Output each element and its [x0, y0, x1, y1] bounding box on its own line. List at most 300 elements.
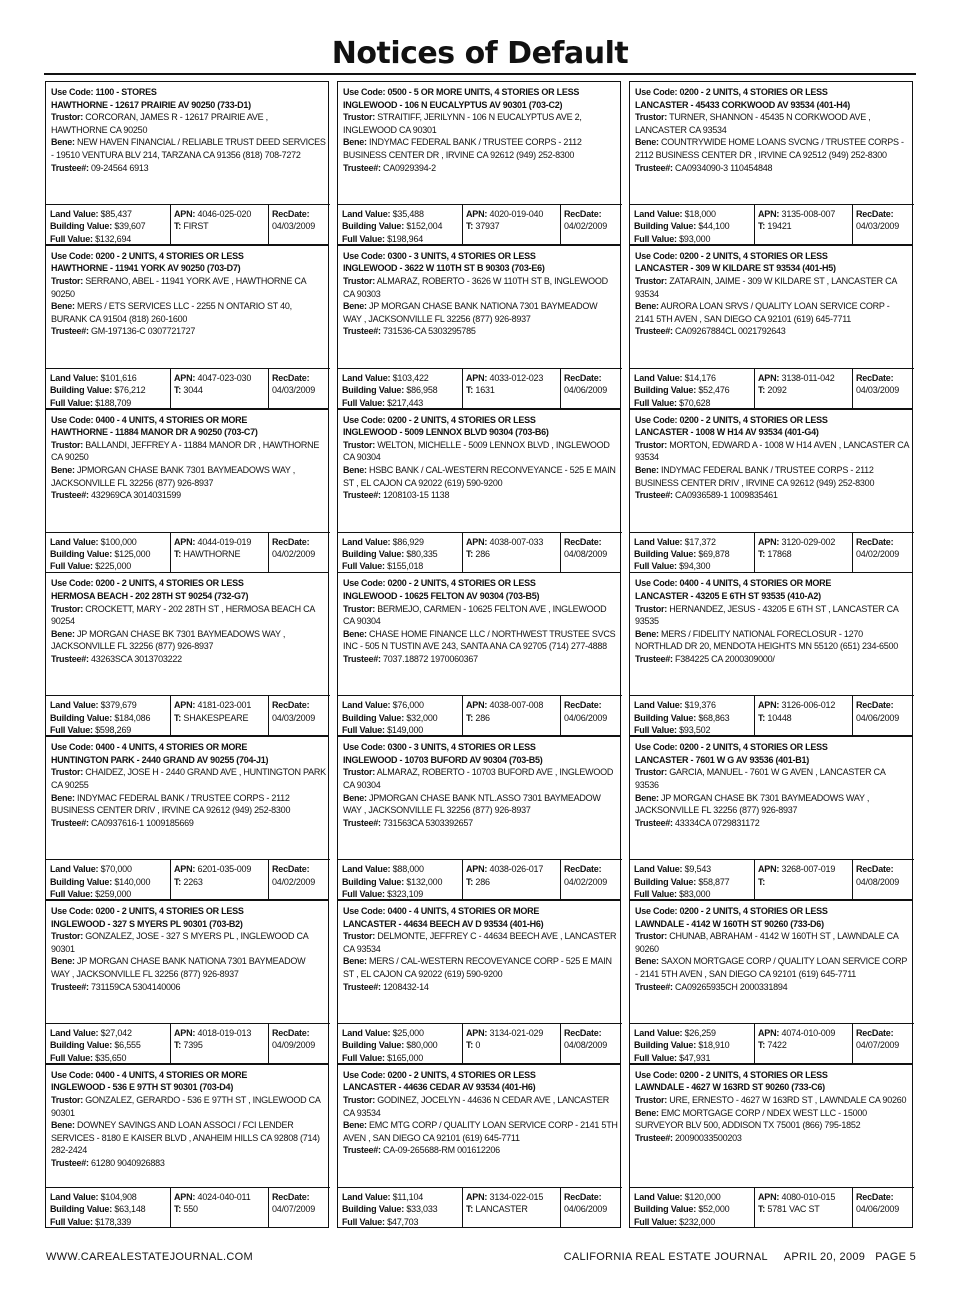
recdate-label: RecDate:: [564, 700, 602, 711]
notice-body: [338, 1065, 622, 1187]
apn-label: APN:: [466, 1028, 488, 1038]
apn-value: 3120-029-002: [781, 536, 836, 547]
full-value-value: $217,443: [387, 397, 424, 408]
apn-value: 3134-022-015: [489, 1191, 544, 1202]
trustor: [635, 930, 910, 955]
tract: [758, 712, 852, 724]
apn-label: APN:: [466, 864, 488, 875]
building-value: [634, 1203, 754, 1215]
land-value-label: Land Value:: [342, 209, 391, 219]
trustee-number-value: 61280 9040926883: [91, 1157, 165, 1168]
trustor-label: Trustor:: [51, 603, 84, 614]
recdate-label: RecDate:: [856, 1191, 894, 1202]
notice-record: [629, 900, 913, 1064]
apn: [758, 699, 852, 711]
building-value-label: Building Value:: [634, 549, 697, 559]
value-table: [630, 1187, 914, 1228]
trustor-value: HERNANDEZ, JESUS - 43205 E 6TH ST , LANCASTER CA 93535: [635, 603, 899, 627]
trustor-label: Trustor:: [51, 275, 84, 286]
tract-label: T:: [466, 1040, 474, 1051]
property-address: LANCASTER - 44636 CEDAR AV 93534 (401-H6): [343, 1082, 536, 1093]
tract-value: 550: [183, 1204, 198, 1215]
property-address: INGLEWOOD - 3622 W 110TH ST B 90303 (703-E6): [343, 263, 545, 274]
beneficiary-value: MERS / ETS SERVICES LLC - 2255 N ONTARIO ST 40, BURANK CA 91504 (818) 260-1600: [51, 301, 292, 324]
trustor-label: Trustor:: [343, 931, 376, 942]
beneficiary-value: NEW HAVEN FINANCIAL / RELIABLE TRUST DEED SERVICES - 19510 VENTURA BLV 214, TARZANA CA 91356 (818) 708-7272: [51, 137, 326, 160]
property-address: INGLEWOOD - 5009 LENNOX BLVD 90304 (703-B6): [343, 427, 549, 438]
notice-body: [338, 410, 622, 532]
use-code: Use Code: 0200 - 2 UNITS, 4 STORIES OR LESS: [635, 414, 828, 425]
notice-body: [338, 82, 622, 204]
use-code: Use Code: 0400 - 4 UNITS, 4 STORIES OR MORE: [51, 1069, 248, 1080]
building-value-label: Building Value:: [342, 385, 405, 396]
beneficiary-value: JPMORGAN CHASE BANK NTL.ASSO 7301 BAYMEADOW WAY , JACKSONVILLE FL 32256 (877) 926-8937: [343, 792, 601, 816]
tract-label: T:: [174, 549, 182, 559]
tract: [758, 384, 852, 396]
trustee-number-value: 20090033500203: [675, 1132, 742, 1143]
land-value-label: Land Value:: [342, 864, 391, 875]
trustee-number: [343, 1144, 618, 1157]
apn-label: APN:: [466, 700, 488, 711]
recdate-value: 04/06/2009: [856, 712, 900, 723]
beneficiary-value: JP MORGAN CHASE BANK NATIONA 7301 BAYMEADOW WAY , JACKSONVILLE FL 32256 (877) 926-8937: [343, 301, 598, 324]
use-code: Use Code: 0400 - 4 UNITS, 4 STORIES OR MORE: [51, 414, 248, 425]
value-cell: [46, 1188, 171, 1228]
apn-cell: [755, 860, 853, 900]
trustee-number-value: 43334CA 0729831172: [675, 817, 760, 828]
full-value-value: $83,000: [679, 889, 711, 899]
full-value: [50, 724, 170, 736]
apn: [466, 1027, 560, 1039]
beneficiary-label: Bene:: [635, 464, 659, 475]
apn-value: 3268-007-019: [781, 864, 836, 875]
beneficiary-label: Bene:: [51, 1120, 75, 1131]
apn: [466, 208, 560, 220]
trustee-number-label: Trustee#:: [635, 1132, 673, 1143]
value-table: [46, 1023, 330, 1064]
trustor-label: Trustor:: [635, 767, 668, 778]
building-value-label: Building Value:: [634, 876, 697, 887]
full-value-label: Full Value:: [342, 561, 385, 572]
recdate-label: RecDate:: [564, 864, 602, 875]
building-value-label: Building Value:: [634, 1040, 697, 1051]
trustor-label: Trustor:: [343, 112, 376, 123]
recdate-cell: [269, 369, 329, 409]
land-value: [50, 699, 170, 711]
notice-body: [630, 246, 914, 368]
tract-label: T:: [466, 876, 474, 887]
recdate-label: RecDate:: [564, 1028, 602, 1038]
property-address: LANCASTER - 44634 BEECH AV D 93534 (401-H6): [343, 918, 544, 929]
apn-label: APN:: [466, 536, 488, 547]
tract-label: T:: [758, 1204, 766, 1215]
land-value-label: Land Value:: [342, 536, 391, 547]
full-value-value: $93,502: [679, 725, 711, 736]
use-code: Use Code: 0300 - 3 UNITS, 4 STORIES OR LESS: [343, 250, 536, 261]
tract-value: 286: [475, 712, 490, 723]
full-value: [342, 1216, 462, 1228]
trustee-number-label: Trustee#:: [635, 326, 673, 337]
apn-label: APN:: [758, 700, 780, 711]
notice-body: [630, 82, 914, 204]
trustor: [51, 439, 326, 464]
trustor-label: Trustor:: [51, 931, 84, 942]
tract-value: 2263: [183, 876, 203, 887]
notice-record: [45, 1064, 329, 1228]
recdate-label: RecDate:: [272, 1191, 310, 1202]
recdate-cell: [269, 1024, 329, 1064]
building-value-value: $33,033: [406, 1204, 438, 1215]
apn-value: 4018-019-013: [197, 1028, 252, 1038]
beneficiary-label: Bene:: [635, 137, 659, 148]
trustor: [635, 111, 910, 136]
trustor: [343, 111, 618, 136]
building-value-value: $68,863: [698, 712, 730, 723]
tract-value: 286: [475, 549, 490, 559]
tract-label: T:: [466, 221, 474, 232]
land-value-value: $120,000: [684, 1191, 721, 1202]
apn-label: APN:: [174, 1028, 196, 1038]
apn-value: 4044-019-019: [197, 536, 252, 547]
trustor-label: Trustor:: [635, 931, 668, 942]
full-value: [342, 1052, 462, 1064]
building-value: [634, 220, 754, 232]
trustor-value: TURNER, SHANNON - 45435 N CORKWOOD AVE , LANCASTER CA 93534: [635, 112, 871, 135]
property-address: HERMOSA BEACH - 202 28TH ST 90254 (732-G7): [51, 590, 249, 601]
apn-label: APN:: [174, 864, 196, 875]
land-value-value: $27,042: [100, 1028, 132, 1038]
building-value-value: $80,335: [406, 549, 438, 559]
property-address: LANCASTER - 1008 W H14 AV 93534 (401-G4): [635, 427, 819, 438]
trustee-number-value: CA-09-265688-RM 001612206: [383, 1145, 500, 1156]
apn-cell: [171, 860, 269, 900]
full-value: [50, 560, 170, 572]
trustee-number-value: 7037.18872 1970060367: [383, 653, 478, 664]
land-value: [342, 1027, 462, 1039]
trustor: [343, 930, 618, 955]
recdate-value: 04/02/2009: [272, 876, 316, 887]
beneficiary-value: MERS / CAL-WESTERN RECOVEYANCE CORP - 525 E MAIN ST , EL CAJON CA 92022 (619) 590-9200: [343, 956, 612, 979]
recdate-label: RecDate:: [272, 1028, 310, 1038]
beneficiary: [51, 300, 326, 325]
building-value: [342, 548, 462, 560]
trustee-number-label: Trustee#:: [635, 653, 673, 664]
trustee-number-value: CA0936589-1 1009835461: [675, 490, 778, 501]
beneficiary-label: Bene:: [343, 137, 367, 148]
recdate-cell: [853, 696, 913, 736]
building-value-value: $39,607: [114, 221, 146, 232]
beneficiary: [635, 1107, 910, 1132]
apn-label: APN:: [466, 209, 488, 219]
notice-record: [337, 245, 621, 409]
apn-value: 4033-012-023: [489, 372, 544, 383]
beneficiary: [635, 300, 910, 325]
tract-label: T:: [758, 712, 766, 723]
trustee-number-label: Trustee#:: [635, 490, 673, 501]
building-value-label: Building Value:: [50, 712, 113, 723]
apn-value: 4080-010-015: [781, 1191, 836, 1202]
building-value-label: Building Value:: [634, 221, 697, 232]
apn-value: 4038-007-033: [489, 536, 544, 547]
tract: [174, 384, 268, 396]
apn-cell: [463, 1188, 561, 1228]
notice-body: [46, 737, 330, 859]
use-code: Use Code: 0400 - 4 UNITS, 4 STORIES OR MORE: [51, 742, 248, 753]
value-cell: [338, 369, 463, 409]
building-value: [50, 1203, 170, 1215]
property-address: HAWTHORNE - 11884 MANOR DR A 90250 (703-C7): [51, 427, 258, 438]
building-value: [342, 876, 462, 888]
full-value-value: $132,694: [95, 233, 132, 244]
use-code: Use Code: 0200 - 2 UNITS, 4 STORIES OR LESS: [635, 742, 828, 753]
value-cell: [630, 1188, 755, 1228]
trustee-number: [51, 653, 326, 666]
land-value-value: $19,376: [684, 700, 716, 711]
trustor-label: Trustor:: [343, 275, 376, 286]
apn: [174, 699, 268, 711]
trustee-number-value: CA0937616-1 1009185669: [91, 817, 194, 828]
land-value: [342, 372, 462, 384]
land-value-value: $26,259: [684, 1028, 716, 1038]
land-value-value: $9,543: [684, 864, 711, 875]
apn-label: APN:: [466, 1191, 488, 1202]
notice-record: [629, 572, 913, 736]
notice-body: [630, 901, 914, 1023]
building-value: [634, 876, 754, 888]
apn-label: APN:: [758, 864, 780, 875]
value-table: [338, 532, 622, 573]
building-value: [50, 712, 170, 724]
trustee-number: [635, 981, 910, 994]
beneficiary-label: Bene:: [635, 792, 659, 803]
trustee-number-label: Trustee#:: [635, 162, 673, 173]
building-value: [50, 548, 170, 560]
beneficiary: [635, 136, 910, 161]
beneficiary-value: EMC MORTGAGE CORP / NDEX WEST LLC - 15000 SURVEYOR BLV 500, ADDISON TX 75001 (866) 795-1852: [635, 1107, 867, 1131]
recdate-cell: [561, 533, 621, 573]
notice-record: [337, 736, 621, 900]
apn-cell: [171, 533, 269, 573]
apn-cell: [755, 1188, 853, 1228]
apn-value: 3135-008-007: [781, 209, 836, 219]
land-value-label: Land Value:: [50, 864, 99, 875]
recdate-value: 04/03/2009: [272, 221, 316, 232]
trustor-label: Trustor:: [51, 767, 84, 778]
land-value-value: $14,176: [684, 372, 716, 383]
building-value-label: Building Value:: [342, 1204, 405, 1215]
building-value-value: $132,000: [406, 876, 443, 887]
full-value: [50, 888, 170, 900]
beneficiary-value: JP MORGAN CHASE BANK NATIONA 7301 BAYMEADOW WAY , JACKSONVILLE FL 32256 (877) 926-8937: [51, 956, 306, 979]
tract-value: LANCASTER: [475, 1204, 528, 1215]
full-value-label: Full Value:: [342, 725, 385, 736]
beneficiary-value: DOWNEY SAVINGS AND LOAN ASSOCI / FCI LENDER SERVICES - 8180 E KAISER BLVD , ANAHEIM HILLS CA 92808 (714) 282-2424: [51, 1120, 320, 1156]
beneficiary-label: Bene:: [343, 792, 367, 803]
tract-label: T:: [174, 385, 182, 396]
trustor-value: CHAIDEZ, JOSE H - 2440 GRAND AVE , HUNTINGTON PARK CA 90255: [51, 767, 326, 790]
trustee-number-label: Trustee#:: [343, 490, 381, 501]
trustor: [635, 275, 910, 300]
beneficiary: [635, 464, 910, 489]
value-cell: [338, 1188, 463, 1228]
notice-body: [46, 573, 330, 695]
trustee-number: [51, 1157, 326, 1170]
trustor-value: CORCORAN, JAMES R - 12617 PRAIRIE AVE , HAWTHORNE CA 90250: [51, 112, 268, 135]
value-cell: [338, 1024, 463, 1064]
notice-body: [338, 901, 622, 1023]
recdate-value: 04/06/2009: [856, 1204, 900, 1215]
value-table: [630, 1023, 914, 1064]
apn-label: APN:: [758, 1191, 780, 1202]
recdate-value: 04/08/2009: [856, 876, 900, 887]
trustor: [635, 1094, 910, 1107]
trustor: [51, 603, 326, 628]
building-value-value: $58,877: [698, 876, 730, 887]
apn-value: 6201-035-009: [197, 864, 252, 875]
land-value: [342, 699, 462, 711]
building-value-label: Building Value:: [342, 876, 405, 887]
trustee-number: [343, 162, 618, 175]
property-address: LAWNDALE - 4627 W 163RD ST 90260 (733-C6): [635, 1082, 825, 1093]
full-value-value: $188,709: [95, 397, 132, 408]
full-value-value: $259,000: [95, 889, 132, 899]
notice-body: [338, 246, 622, 368]
recdate-label: RecDate:: [856, 1028, 894, 1038]
building-value: [634, 1039, 754, 1051]
beneficiary-label: Bene:: [635, 956, 659, 967]
building-value-label: Building Value:: [342, 221, 405, 232]
recdate-label: RecDate:: [856, 209, 894, 219]
tract-value: FIRST: [183, 221, 209, 232]
trustee-number-value: 1208432-14: [383, 981, 429, 992]
recdate-cell: [853, 369, 913, 409]
recdate-cell: [561, 860, 621, 900]
use-code: Use Code: 0200 - 2 UNITS, 4 STORIES OR LESS: [343, 578, 536, 589]
beneficiary: [635, 955, 910, 980]
trustor-value: GONZALEZ, GERARDO - 536 E 97TH ST , INGLEWOOD CA 90301: [51, 1094, 321, 1118]
full-value-label: Full Value:: [50, 889, 93, 899]
apn-label: APN:: [758, 372, 780, 383]
trustee-number: [343, 489, 618, 502]
trustor: [51, 766, 326, 791]
trustor-label: Trustor:: [635, 603, 668, 614]
apn-cell: [755, 696, 853, 736]
trustee-number: [635, 162, 910, 175]
trustee-number: [635, 489, 910, 502]
land-value-label: Land Value:: [634, 700, 683, 711]
apn: [758, 208, 852, 220]
full-value: [50, 1052, 170, 1064]
beneficiary-value: HSBC BANK / CAL-WESTERN RECONVEYANCE - 525 E MAIN ST , EL CAJON CA 92022 (619) 590-9200: [343, 464, 616, 488]
full-value-value: $598,269: [95, 725, 132, 736]
use-code: Use Code: 0300 - 3 UNITS, 4 STORIES OR LESS: [343, 742, 536, 753]
tract: [758, 220, 852, 232]
apn-label: APN:: [466, 372, 488, 383]
tract-label: T:: [466, 712, 474, 723]
beneficiary-value: AURORA LOAN SRVS / QUALITY LOAN SERVICE CORP - 2141 5TH AVEN , SAN DIEGO CA 92101 (619) 645-7711: [635, 301, 890, 324]
recdate-value: 04/06/2009: [564, 1204, 608, 1215]
trustor-value: STRAITIFF, JERILYNN - 106 N EUCALYPTUS AVE 2, INGLEWOOD CA 90301: [343, 112, 582, 135]
use-code: Use Code: 0200 - 2 UNITS, 4 STORIES OR LESS: [635, 87, 828, 97]
tract-label: T:: [174, 712, 182, 723]
notice-body: [46, 82, 330, 204]
value-table: [630, 695, 914, 736]
trustee-number: [51, 489, 326, 502]
use-code: Use Code: 0500 - 5 OR MORE UNITS, 4 STORIES OR LESS: [343, 87, 580, 97]
building-value-label: Building Value:: [342, 549, 405, 559]
land-value-label: Land Value:: [634, 864, 683, 875]
value-cell: [630, 369, 755, 409]
recdate-cell: [853, 1024, 913, 1064]
trustee-number: [635, 1132, 910, 1145]
apn-cell: [171, 1188, 269, 1228]
value-table: [338, 1187, 622, 1228]
land-value-label: Land Value:: [634, 536, 683, 547]
full-value-value: $47,703: [387, 1216, 419, 1227]
building-value-label: Building Value:: [342, 1040, 405, 1051]
trustee-number-value: 731159CA 5304140006: [91, 981, 181, 992]
notice-body: [630, 573, 914, 695]
recdate-cell: [561, 696, 621, 736]
tract: [174, 712, 268, 724]
beneficiary-value: EMC MTG CORP / QUALITY LOAN SERVICE CORP - 2141 5TH AVEN , SAN DIEGO CA 92101 (619) 645-7711: [343, 1120, 618, 1143]
apn-cell: [171, 369, 269, 409]
full-value: [342, 233, 462, 245]
tract-value: 1631: [475, 385, 495, 396]
beneficiary-value: INDYMAC FEDERAL BANK / TRUSTEE CORPS - 2112 BUSINESS CENTER DRIV , IRVINE CA 92612 (949) 252-8300: [635, 464, 875, 488]
use-code: Use Code: 0200 - 2 UNITS, 4 STORIES OR LESS: [343, 1069, 536, 1080]
building-value: [50, 384, 170, 396]
trustor: [635, 439, 910, 464]
full-value-value: $47,931: [679, 1052, 711, 1063]
tract-value: 37937: [475, 221, 500, 232]
apn-label: APN:: [174, 372, 196, 383]
trustor: [51, 930, 326, 955]
land-value-label: Land Value:: [634, 1028, 683, 1038]
building-value-label: Building Value:: [634, 385, 697, 396]
full-value-label: Full Value:: [634, 889, 677, 899]
value-table: [46, 368, 330, 409]
land-value-value: $86,929: [392, 536, 424, 547]
footer-publication: CALIFORNIA REAL ESTATE JOURNAL APRIL 20, 2009 PAGE 5: [563, 1251, 916, 1263]
beneficiary: [343, 136, 618, 161]
recdate-label: RecDate:: [564, 1191, 602, 1202]
full-value-label: Full Value:: [634, 561, 677, 572]
land-value: [634, 372, 754, 384]
notice-record: [45, 572, 329, 736]
title-rule: [44, 73, 916, 75]
beneficiary-value: MERS / FIDELITY NATIONAL FORECLOSUR - 1270 NORTHLAD DR 20, MENDOTA HEIGHTS MN 55120 (651) 234-6500: [635, 628, 899, 652]
tract-label: T:: [758, 876, 766, 887]
notice-body: [338, 573, 622, 695]
building-value-value: $184,086: [114, 712, 151, 723]
full-value-label: Full Value:: [342, 233, 385, 244]
land-value: [634, 863, 754, 875]
full-value-label: Full Value:: [50, 561, 93, 572]
beneficiary: [343, 792, 618, 817]
value-table: [630, 859, 914, 900]
building-value-label: Building Value:: [50, 876, 113, 887]
value-cell: [46, 369, 171, 409]
building-value-value: $140,000: [114, 876, 151, 887]
trustor-label: Trustor:: [343, 603, 376, 614]
trustee-number: [51, 981, 326, 994]
recdate-cell: [561, 1188, 621, 1228]
trustee-number-label: Trustee#:: [343, 981, 381, 992]
value-cell: [338, 205, 463, 245]
notice-record: [45, 81, 329, 245]
value-table: [630, 204, 914, 245]
